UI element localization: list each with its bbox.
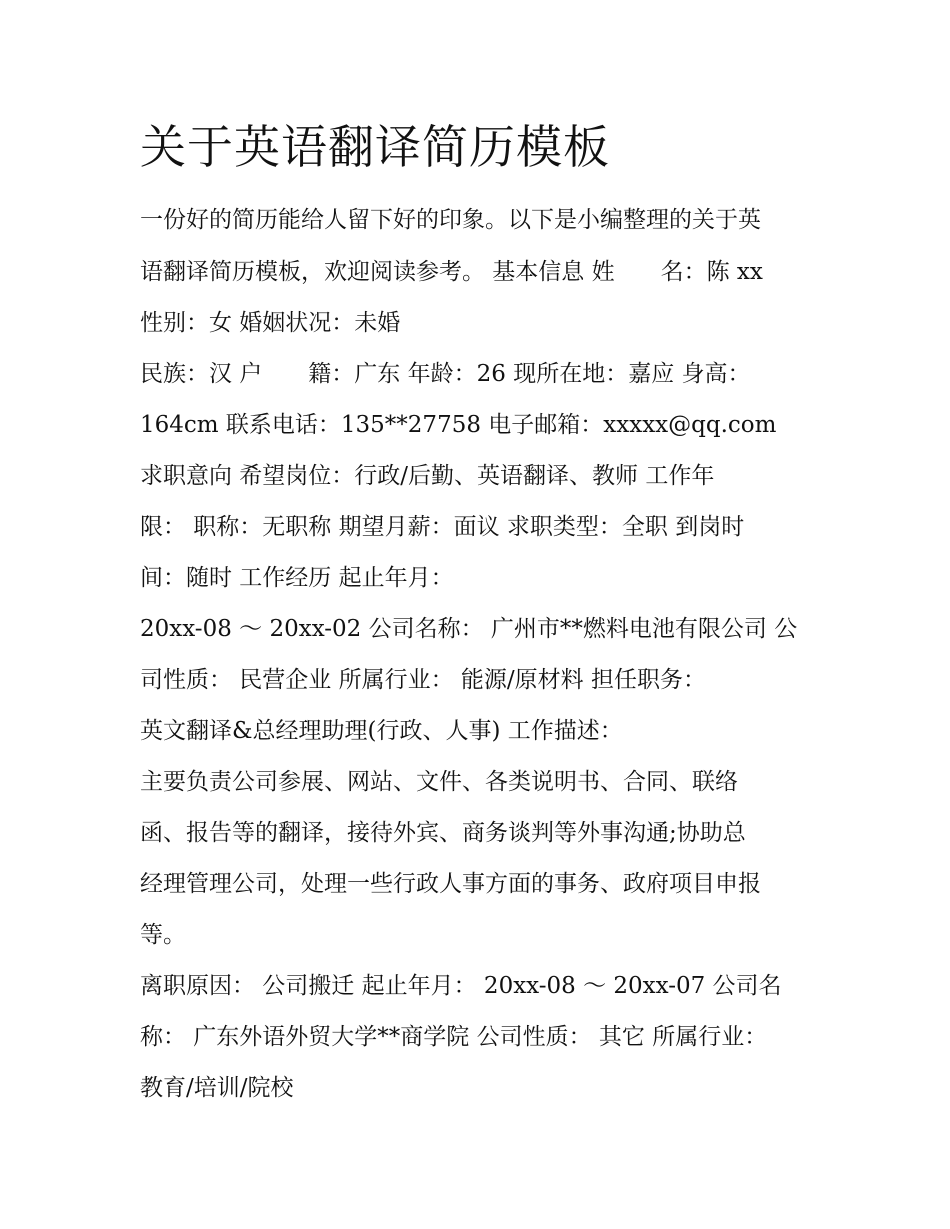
body-line: 称： 广东外语外贸大学**商学院 公司性质： 其它 所属行业： [140, 1024, 768, 1050]
body-line: 求职意向 希望岗位：行政/后勤、英语翻译、教师 工作年 [140, 463, 715, 489]
body-line: 性别：女 婚姻状况：未婚 [140, 310, 401, 336]
body-line: 等。 [140, 922, 186, 948]
body-line: 司性质： 民营企业 所属行业： 能源/原材料 担任职务： [140, 667, 706, 693]
body-line: 离职原因： 公司搬迁 起止年月： 20xx-08 ～ 20xx-07 公司名 [140, 973, 782, 999]
body-line: 语翻译简历模板，欢迎阅读参考。 基本信息 姓 名：陈 xx [140, 259, 763, 285]
body-line: 间：随时 工作经历 起止年月： [140, 565, 454, 591]
body-line: 限： 职称：无职称 期望月薪：面议 求职类型：全职 到岗时 [140, 514, 745, 540]
body-line: 一份好的简历能给人留下好的印象。以下是小编整理的关于英 [140, 207, 761, 233]
body-line: 民族：汉 户 籍：广东 年龄：26 现所在地：嘉应 身高： [140, 361, 751, 387]
body-line: 主要负责公司参展、网站、文件、各类说明书、合同、联络 [140, 769, 738, 795]
body-line: 函、报告等的翻译，接待外宾、商务谈判等外事沟通;协助总 [140, 820, 746, 846]
body-line: 教育/培训/院校 [140, 1075, 294, 1101]
body-line: 164cm 联系电话：135**27758 电子邮箱：xxxxx@qq.com [140, 412, 777, 438]
document-title: 关于英语翻译简历模板 [140, 120, 610, 174]
body-line: 20xx-08 ～ 20xx-02 公司名称： 广州市**燃料电池有限公司 公 [140, 616, 798, 642]
body-line: 经理管理公司，处理一些行政人事方面的事务、政府项目申报 [140, 871, 761, 897]
body-line: 英文翻译&总经理助理(行政、人事) 工作描述： [140, 718, 623, 744]
